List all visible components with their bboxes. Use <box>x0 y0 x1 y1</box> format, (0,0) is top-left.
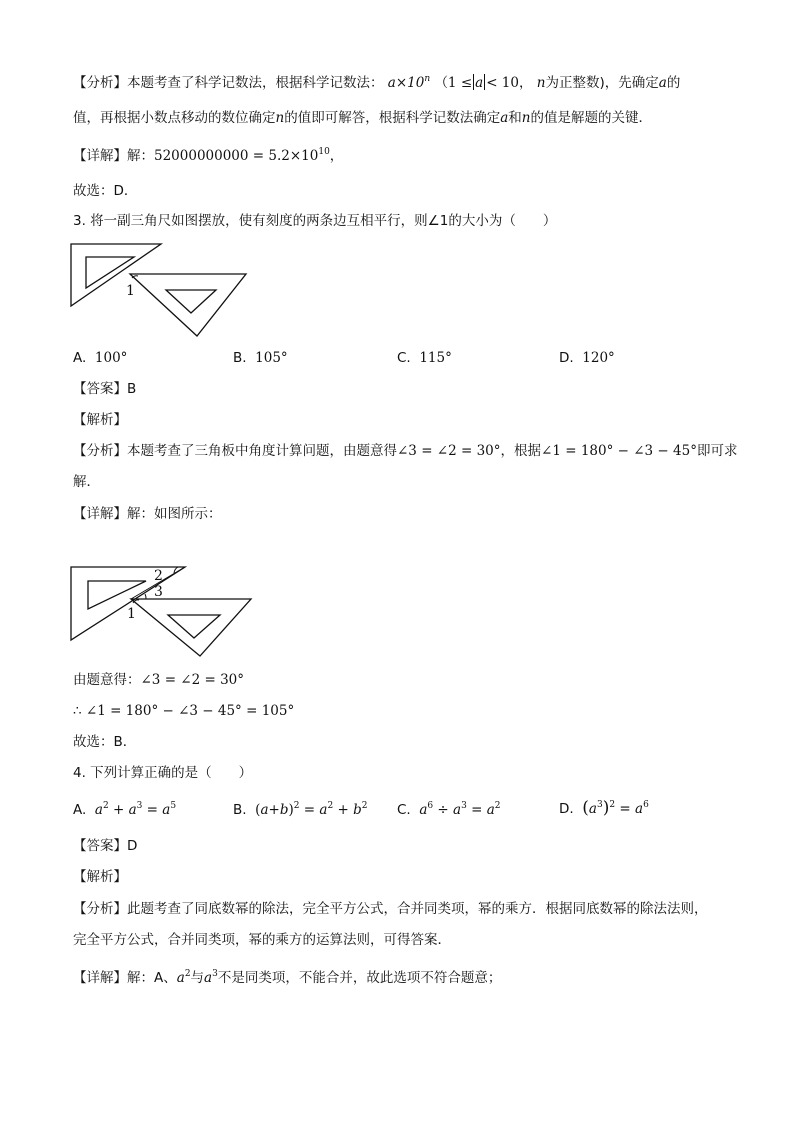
q2-sci-notation: $a\times 10^n$ <box>387 74 431 91</box>
q3-option-c: C. 115° <box>397 350 452 366</box>
q4-option-a: A. $a^2 + a^3 = a^5$ <box>73 801 177 818</box>
q2-var-a: a <box>658 75 667 91</box>
q3-figure-labeled <box>70 564 255 660</box>
q4-option-c-expr: $a^6 \div a^3 = a^2$ <box>419 801 501 818</box>
q4-option-b: B. $(a+b)^2 = a^2 + b^2$ <box>233 801 368 818</box>
q3-analysis-line1: 【分析】本题考查了三角板中角度计算问题，由题意得∠3 = ∠2 = 30°，根据∠1 = 180° − ∠3 − 45°即可求 <box>73 443 738 459</box>
q4-detail: 【详解】解：A、$a^2$与$a^3$不是同类项，不能合并，故此选项不符合题意； <box>73 969 502 986</box>
q4-option-d: D. $(a^3)^2 = a^6$ <box>559 798 649 818</box>
q2-analysis-line2: 值，再根据小数点移动的数位确定n的值即可解答，根据科学记数法确定a和n的值是解题的关键． <box>73 110 652 126</box>
q2-analysis-text-3: 的 <box>666 75 681 91</box>
q3-detail: 【详解】解：如图所示： <box>73 506 222 522</box>
q3-option-d: D. 120° <box>559 350 615 366</box>
q3-option-a: A. 100° <box>73 350 128 366</box>
q3-option-b: B. 105° <box>233 350 288 366</box>
q3-fig2-label-3: 3 <box>154 584 163 600</box>
q3-fig2-label-2: 2 <box>154 568 163 584</box>
q3-fig2-label-1: 1 <box>127 606 136 622</box>
q4-answer: 【答案】D <box>73 838 138 854</box>
q3-choose: 故选：B． <box>73 734 137 750</box>
q3-jiexi: 【解析】 <box>73 412 127 428</box>
q4-option-a-expr: $a^2 + a^3 = a^5$ <box>94 801 177 818</box>
q3-step1: 由题意得：∠3 = ∠2 = 30° <box>73 672 245 688</box>
q4-analysis-line1: 【分析】此题考查了同底数幂的除法，完全平方公式，合并同类项，幂的乘方．根据同底数幂的除法法则， <box>73 901 708 917</box>
q3-figure-triangles <box>70 243 252 339</box>
q2-analysis-line1 <box>73 73 680 93</box>
q2-detail-math: $52000000000 = 5.2\times 10^{10}$ <box>154 147 330 164</box>
q2-condition: （1 ≤ a < 10， <box>434 75 533 91</box>
q4-option-d-expr: $(a^3)^2 = a^6$ <box>582 798 649 818</box>
q4-question: 4. 下列计算正确的是（ ） <box>73 765 253 781</box>
q4-option-c: C. $a^6 \div a^3 = a^2$ <box>397 801 501 818</box>
q4-option-b-expr: $(a+b)^2 = a^2 + b^2$ <box>255 801 368 818</box>
q3-fig-label-1: 1 <box>126 283 135 299</box>
q3-question: 3. 将一副三角尺如图摆放，使有刻度的两条边互相平行，则∠1的大小为（ ） <box>73 213 557 229</box>
q4-jiexi: 【解析】 <box>73 869 127 885</box>
q3-step2: ∴ ∠1 = 180° − ∠3 − 45° = 105° <box>73 703 295 719</box>
q4-analysis-line2: 完全平方公式，合并同类项，幂的乘方的运算法则，可得答案． <box>73 932 451 948</box>
q2-analysis-text: 【分析】本题考查了科学记数法，根据科学记数法： <box>73 75 384 91</box>
q2-detail: 【详解】解：$52000000000 = 5.2\times 10^{10}$， <box>73 147 344 164</box>
q2-choose: 故选：D． <box>73 183 138 199</box>
q3-answer: 【答案】B <box>73 381 137 397</box>
q2-analysis-text-2: 为正整数)，先确定 <box>545 75 659 91</box>
q3-analysis-line2: 解． <box>73 474 100 490</box>
q2-var-n: n <box>536 75 546 91</box>
